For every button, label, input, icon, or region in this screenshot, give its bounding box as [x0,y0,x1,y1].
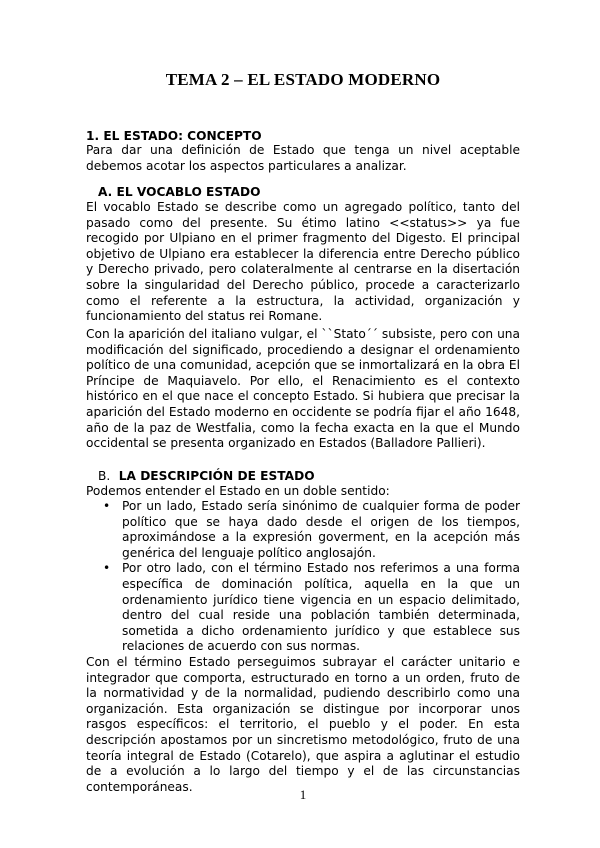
section-b-paragraph: Con el término Estado perseguimos subrayar el carácter unitario e integrador que comporta, estructurado en torno a un orden, fruto de la normatividad y de la normalidad, pudiendo describirlo como una organización. Esta organización se distingue por incorporar unos rasgos específicos: el territorio, el pueblo y el poder. En esta descripción apostamos por un sincretismo metodológico, fruto de una teoría integral de Estado (Cotarelo), que aspira a aglutinar el estudio de a evolución a lo largo del tiempo y el de las circunstancias contemporáneas. [86,655,520,794]
list-item [86,499,520,561]
section-a-paragraph-2: Con la aparición del italiano vulgar, el ``Stato´´ subsiste, pero con una modificación del significado, procediendo a designar el ordenamiento político de una comunidad, acepción que se inmortalizará en la obra El Príncipe de Maquiavelo. Por ello, el Renacimiento es el contexto histórico en el que nace el concepto Estado. Si hubiera que precisar la aparición del Estado moderno en occidente se podría fijar el año 1648, año de la paz de Westfalia, como la fecha exacta en la que el Mundo occidental se presenta organizado en Estados (Balladore Pallieri). [86,327,520,451]
section-1-heading: 1. EL ESTADO: CONCEPTO [86,129,262,143]
section-b-letter: B. [98,469,111,483]
bullet-text: Por otro lado, con el término Estado nos referimos a una forma específica de dominación política, aquella en la que un ordenamiento jurídico tiene vigencia en un espacio delimitado, dentro del cual reside una población también determinada, sometida a dicho ordenamiento jurídico y que establece sus relaciones de acuerdo con sus normas. [122,561,520,654]
section-a-paragraph-1: El vocablo Estado se describe como un agregado político, tanto del pasado como del presente. Su étimo latino <<status>> ya fue recogido por Ulpiano en el primer fragmento del Digesto. El principal objetivo de Ulpiano era establecer la diferencia entre Derecho público y Derecho privado, pero colateralmente al centrarse en la disertación sobre la singularidad del Derecho público, procede a caracterizarlo como el referente a la estructura, la actividad, organización y funcionamiento del status rei Romane. [86,200,520,324]
section-a-heading: A. EL VOCABLO ESTADO [98,185,261,199]
page-number: 1 [299,787,307,802]
list-item [86,561,520,655]
bullet-icon: • [103,499,111,513]
bullet-text: Por un lado, Estado sería sinónimo de cualquier forma de poder político que se haya dado desde el origen de los tiempos, aproximándose a la expresión goverment, en la acepción más genérica del lenguaje político anglosajón. [122,499,520,560]
section-b-intro: Podemos entender el Estado en un doble sentido: [86,484,390,498]
section-b-bullet-list [86,499,520,655]
section-b-heading-text: LA DESCRIPCIÓN DE ESTADO [118,469,315,483]
bullet-icon: • [103,561,111,576]
section-1-paragraph: Para dar una definición de Estado que tenga un nivel aceptable debemos acotar los aspectos particulares a analizar. [86,143,520,173]
document-title: TEMA 2 – EL ESTADO MODERNO [165,70,441,89]
section-b-heading [98,469,315,483]
